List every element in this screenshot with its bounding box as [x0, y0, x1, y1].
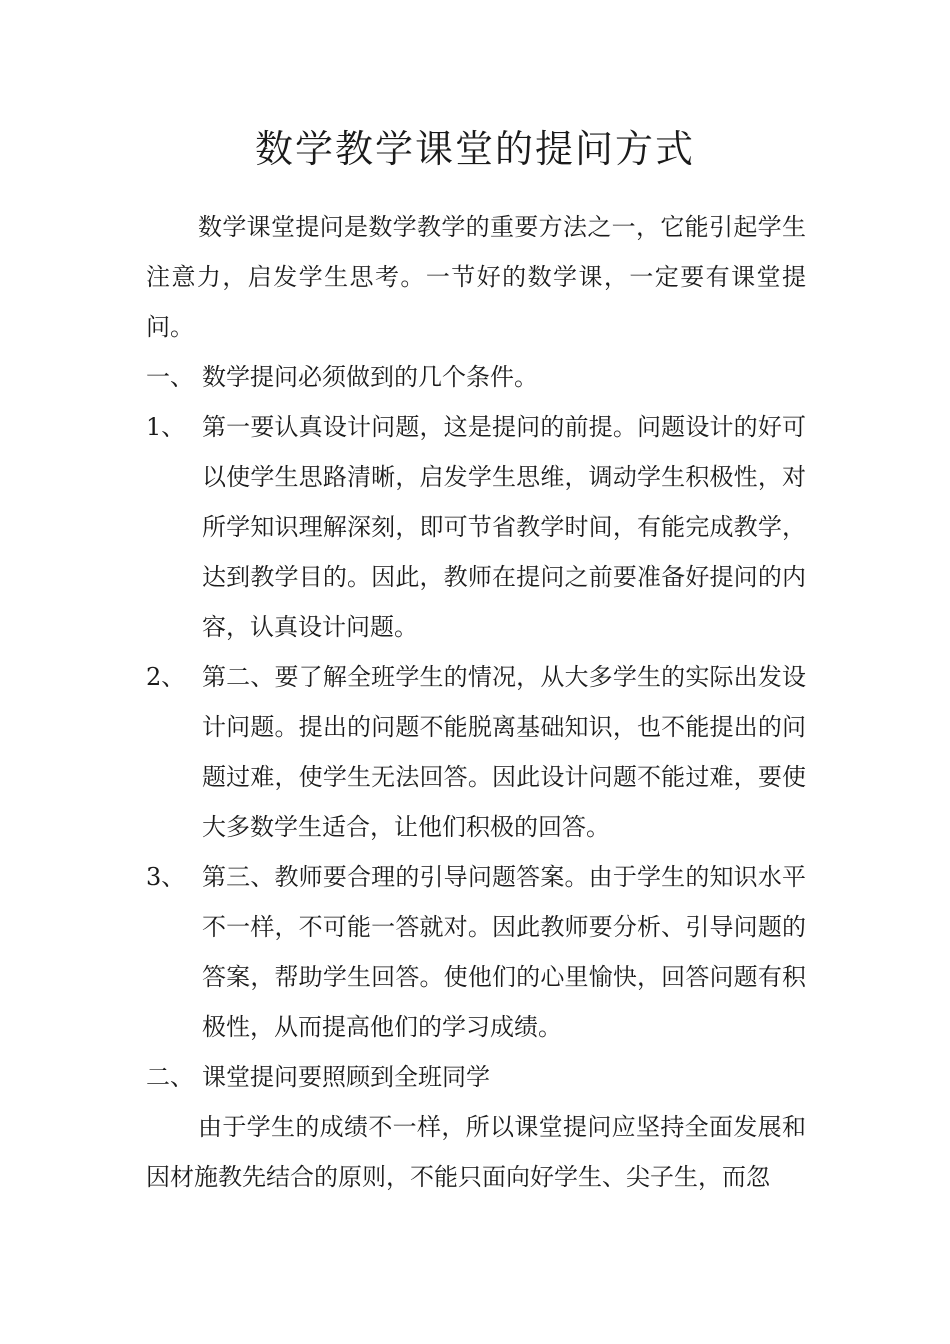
section-heading-text: 数学提问必须做到的几个条件。: [202, 363, 538, 391]
list-item-number: 3、: [146, 863, 186, 891]
list-item-number: 2、: [146, 663, 186, 691]
closing-paragraph: 由于学生的成绩不一样，所以课堂提问应坚持全面发展和因材施教先结合的原则，不能只面向好学生、尖子生，而忽: [146, 1113, 806, 1191]
section-heading-1: [146, 352, 806, 402]
list-item: [146, 402, 806, 652]
list-item-text: 第二、要了解全班学生的情况，从大多学生的实际出发设计问题。提出的问题不能脱离基础知识，也不能提出的问题过难，使学生无法回答。因此设计问题不能过难，要使大多数学生适合，让他们积极的回答。: [202, 663, 806, 841]
list-item: [146, 852, 806, 1052]
document-body: [146, 202, 806, 1202]
section-marker: 二、: [146, 1063, 194, 1091]
list-item: [146, 652, 806, 852]
list-item-text: 第一要认真设计问题，这是提问的前提。问题设计的好可以使学生思路清晰，启发学生思维，调动学生积极性，对所学知识理解深刻，即可节省教学时间，有能完成教学，达到教学目的。因此，教师在提问之前要准备好提问的内容，认真设计问题。: [202, 413, 806, 641]
intro-paragraph: 数学课堂提问是数学教学的重要方法之一，它能引起学生注意力，启发学生思考。一节好的数学课，一定要有课堂提问。: [146, 213, 806, 341]
list-item-number: 1、: [146, 413, 186, 441]
document-title: 数学教学课堂的提问方式: [254, 127, 695, 171]
section-heading-2: [146, 1052, 806, 1102]
list-item-text: 第三、教师要合理的引导问题答案。由于学生的知识水平不一样，不可能一答就对。因此教师要分析、引导问题的答案，帮助学生回答。使他们的心里愉快，回答问题有积极性，从而提高他们的学习成绩。: [202, 863, 806, 1041]
section-heading-text: 课堂提问要照顾到全班同学: [202, 1063, 490, 1091]
section-marker: 一、: [146, 363, 194, 391]
